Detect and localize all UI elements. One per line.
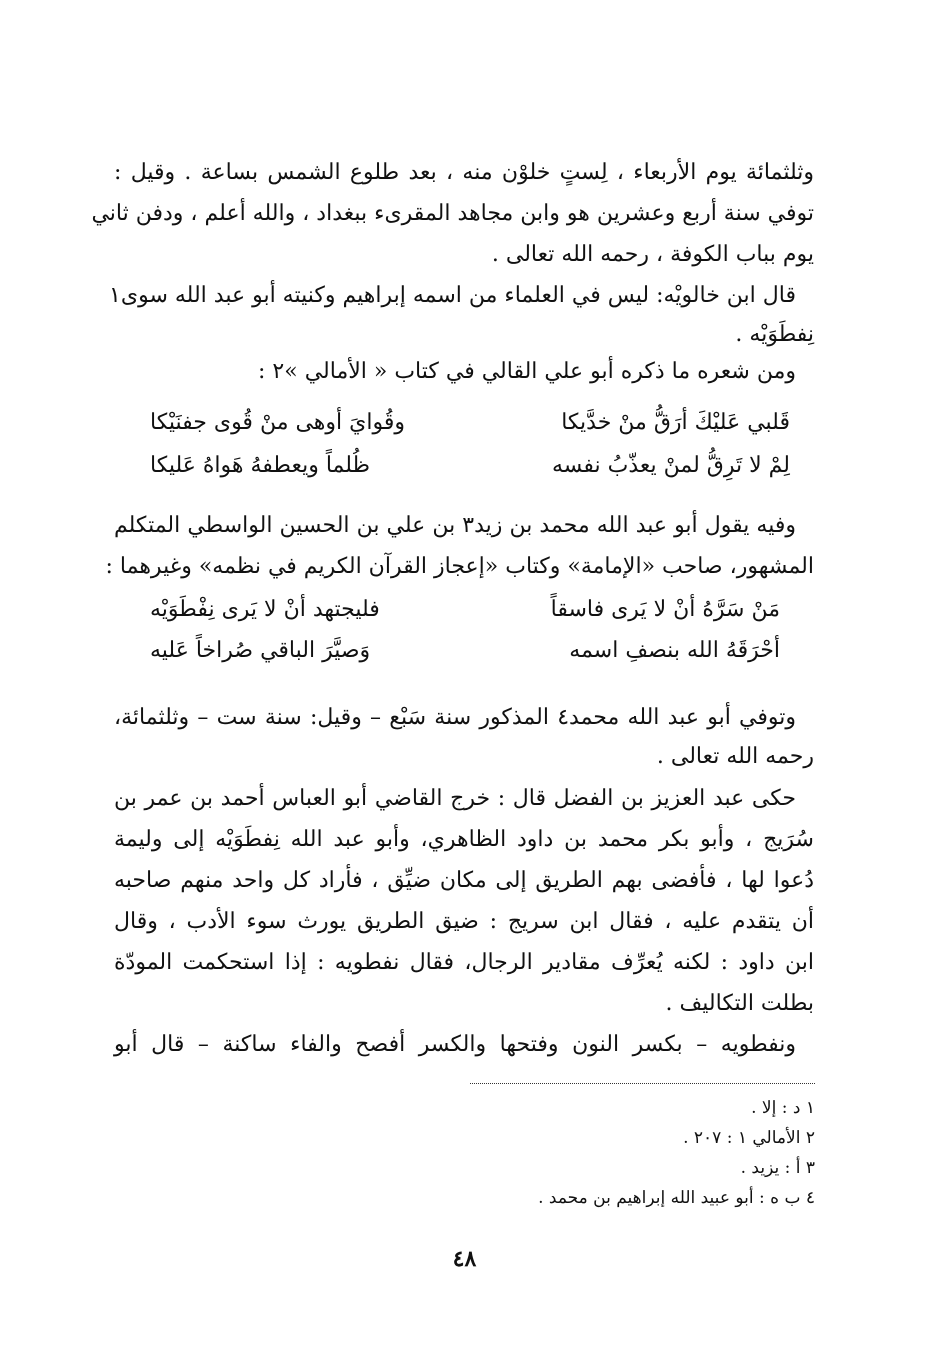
poem-hemistich-right: مَنْ سَرَّهُ أنْ لا يَرى فاسقاً [550, 597, 780, 622]
poem-verse [150, 403, 790, 443]
poem-hemistich-left: وقُوايَ أوهى منْ قُوى جفنَيْكا [150, 410, 405, 435]
poem-verse [150, 446, 790, 486]
poem-hemistich-left: فليجتهد أنْ لا يَرى نِفْطَوَيْه [150, 597, 380, 622]
poem-hemistich-left: ظُلماً ويعطفهُ هَواهُ عَليكا [150, 453, 371, 478]
footnote-divider [470, 1083, 815, 1084]
poem-verse [150, 631, 780, 671]
poem-hemistich-right: لِمْ لا تَرِقُّ لمنْ يعذّبُ نفسه [551, 453, 790, 478]
text-line: قال ابن خالويْه: ليس في العلماء من اسمه إبراهيم وكنيته أبو عبد الله سوى١ [109, 283, 796, 308]
page-number: ٤٨ [452, 1246, 477, 1272]
poem-hemistich-right: أحْرَقَهُ الله بنصفِ اسمه [569, 638, 780, 663]
footnote: ١ د : إلا . [751, 1098, 815, 1118]
text-line: توفي سنة أربع وعشرين هو وابن مجاهد المقرىء ببغداد ، والله أعلم ، ودفن ثاني [91, 201, 814, 226]
poem-hemistich-left: وَصيَّرَ الباقي صُراخاً عَليه [150, 638, 371, 663]
text-line: حكى عبد العزيز بن الفضل قال : خرج القاضي أبو العباس أحمد بن عمر بن [114, 786, 796, 811]
footnote: ٤ ب ه : أبو عبيد الله إبراهيم بن محمد . [538, 1188, 815, 1208]
poem-verse [150, 590, 780, 630]
text-line: بطلت التكاليف . [665, 991, 814, 1016]
text-line: سُرَيج ، وأبو بكر محمد بن داود الظاهري، وأبو عبد الله نِفطَوَيْه إلى وليمة [114, 827, 814, 852]
text-line: وتوفي أبو عبد الله محمد٤ المذكور سنة سَبْع – وقيل: سنة ست – وثلثمائة، [114, 705, 797, 730]
text-line: دُعوا لها ، فأفضى بهم الطريق إلى مكان ضيِّق ، فأراد كل واحد منهم صاحبه [114, 868, 814, 893]
text-line: يوم بباب الكوفة ، رحمه الله تعالى . [491, 242, 814, 267]
text-line: ومن شعره ما ذكره أبو علي القالي في كتاب « الأمالي »٢ : [258, 359, 796, 384]
poem-hemistich-right: قَلبي عَليْكَ أرَقُّ منْ خدَّيكا [561, 410, 790, 435]
text-line: وفيه يقول أبو عبد الله محمد بن زيد٣ بن علي بن الحسين الواسطي المتكلم [114, 513, 796, 538]
text-line: ونفطويه – بكسر النون وفتحها والكسر أفصح والفاء ساكنة – قال أبو [114, 1032, 796, 1057]
footnote: ٣ أ : يزيد . [740, 1158, 815, 1178]
text-line: نِفطَوَيْه . [735, 322, 814, 347]
footnote: ٢ الأمالي ١ : ٢٠٧ . [683, 1128, 815, 1148]
text-line: المشهور، صاحب «الإمامة» وكتاب «إعجاز القرآن الكريم في نظمه» وغيرهما : [105, 554, 814, 579]
text-line: أن يتقدم عليه ، فقال ابن سريج : ضيق الطريق يورث سوء الأدب ، وقال [114, 909, 814, 934]
text-line: رحمه الله تعالى . [656, 744, 814, 769]
text-line: ابن داود : لكنه يُعرِّف مقادير الرجال، فقال نفطويه : إذا استحكمت المودّة [114, 950, 814, 975]
text-line: وثلثمائة يوم الأربعاء ، لِستٍ خلوْن منه ، بعد طلوع الشمس بساعة . وقيل : [114, 160, 814, 185]
